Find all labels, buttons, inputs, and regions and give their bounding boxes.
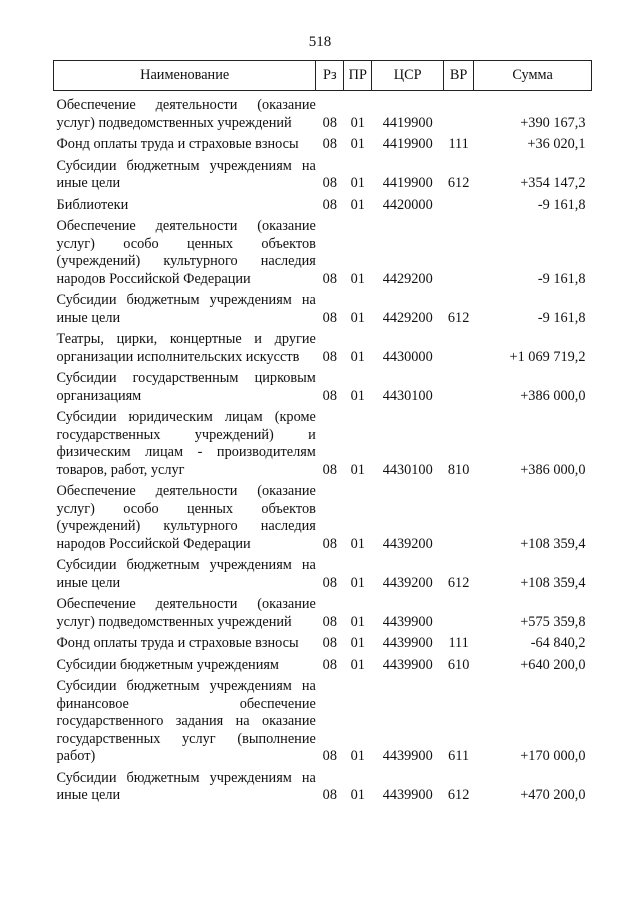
row-vr [444,331,474,370]
row-csr: 4439900 [382,656,433,673]
row-pr: 01 [350,787,365,803]
row-name: Фонд оплаты труда и страховые взносы [56,635,299,651]
page-number: 518 [308,34,332,50]
row-name: Обеспечение деятельности (оказание услуг) подведомственных учреждений [56,97,316,131]
row-vr: 610 [447,656,470,673]
header-pr: ПР [344,61,372,91]
row-csr: 4430000 [382,348,433,365]
header-vr: ВР [444,61,474,91]
row-csr: 4430100 [382,461,433,478]
row-name: Субсидии юридическим лицам (кроме государственных учреждений) и физическим лицам - производителям товаров, работ, услуг [56,409,316,478]
row-pr: 01 [350,136,365,152]
row-pr: 01 [350,196,365,213]
table-row [54,678,592,770]
row-rz: 08 [322,656,337,673]
row-vr [444,596,474,635]
header-rz: Рз [316,61,344,91]
row-rz: 08 [322,787,337,803]
table-row [54,158,592,197]
table-row [54,197,592,219]
row-sum: -64 840,2 [530,635,586,651]
row-pr: 01 [350,535,365,552]
row-csr: 4439900 [382,613,433,630]
row-sum: +108 359,4 [520,535,586,552]
row-sum: -9 161,8 [537,270,586,287]
row-rz: 08 [322,461,337,478]
row-rz: 08 [322,114,337,131]
row-pr: 01 [350,387,365,404]
row-rz: 08 [322,348,337,365]
row-name: Субсидии бюджетным учреждениям на иные цели [56,769,316,803]
row-rz: 08 [322,635,337,651]
row-csr: 4429200 [382,309,433,326]
table-row [54,557,592,596]
row-csr: 4429200 [382,270,433,287]
table-row [54,635,592,657]
row-name: Библиотеки [56,196,129,213]
header-csr: ЦСР [372,61,444,91]
row-pr: 01 [350,114,365,131]
row-vr [444,91,474,137]
row-vr [444,483,474,557]
row-sum: +386 000,0 [520,461,586,478]
table-row [54,657,592,679]
row-pr: 01 [350,270,365,287]
row-csr: 4439900 [382,787,433,803]
row-name: Субсидии государственным цирковым организациям [56,370,316,404]
row-sum: -9 161,8 [537,309,586,326]
table-row [54,483,592,557]
row-name: Субсидии бюджетным учреждениям на иные цели [56,292,316,326]
row-sum: +390 167,3 [520,114,586,131]
row-pr: 01 [350,748,365,764]
row-vr: 612 [447,787,470,803]
row-csr: 4420000 [382,196,433,213]
row-rz: 08 [322,387,337,404]
row-name: Субсидии бюджетным учреждениям на иные цели [56,557,316,591]
header-name: Наименование [54,61,316,91]
row-vr [444,218,474,292]
row-sum: +470 200,0 [520,787,586,803]
row-pr: 01 [350,175,365,191]
row-sum: -9 161,8 [537,196,586,213]
row-name: Субсидии бюджетным учреждениям на иные цели [56,157,316,191]
row-vr: 612 [447,309,470,326]
row-rz: 08 [322,748,337,764]
row-vr: 111 [448,635,469,651]
row-csr: 4439900 [382,748,433,764]
row-pr: 01 [350,635,365,651]
row-vr [444,197,474,219]
row-sum: +170 000,0 [520,748,586,764]
row-vr: 611 [448,748,470,764]
row-name: Обеспечение деятельности (оказание услуг) особо ценных объектов (учреждений) культурного наследия народов Российской Федерации [56,218,316,287]
row-vr: 810 [447,461,470,478]
table-row [54,91,592,137]
row-vr: 111 [448,136,469,152]
row-sum: +386 000,0 [520,387,586,404]
row-pr: 01 [350,613,365,630]
row-sum: +108 359,4 [520,574,586,591]
row-vr: 612 [447,574,470,591]
row-rz: 08 [322,535,337,552]
row-csr: 4419900 [382,114,433,131]
row-name: Обеспечение деятельности (оказание услуг) подведомственных учреждений [56,596,316,630]
row-sum: +640 200,0 [520,656,586,673]
row-vr: 612 [447,175,470,191]
row-pr: 01 [350,461,365,478]
row-pr: 01 [350,309,365,326]
row-csr: 4439200 [382,535,433,552]
table-row [54,292,592,331]
row-vr [444,370,474,409]
table-row [54,218,592,292]
table-row [54,136,592,158]
row-rz: 08 [322,309,337,326]
row-csr: 4430100 [382,387,433,404]
row-name: Субсидии бюджетным учреждениям на финансовое обеспечение государственного задания на оказание государственных услуг (выполнение работ) [56,678,316,764]
budget-table [53,60,592,809]
row-name: Субсидии бюджетным учреждениям [56,656,279,673]
row-csr: 4419900 [382,175,433,191]
table-header [54,61,592,91]
row-csr: 4419900 [382,136,433,152]
row-sum: +354 147,2 [520,175,586,191]
row-name: Театры, цирки, концертные и другие организации исполнительских искусств [56,331,316,365]
row-rz: 08 [322,613,337,630]
row-rz: 08 [322,175,337,191]
row-rz: 08 [322,196,337,213]
table-row [54,331,592,370]
header-sum: Сумма [474,61,592,91]
row-rz: 08 [322,270,337,287]
row-pr: 01 [350,574,365,591]
row-rz: 08 [322,574,337,591]
table-row [54,370,592,409]
row-sum: +1 069 719,2 [509,348,586,365]
row-sum: +36 020,1 [527,136,586,152]
table-body [54,91,592,809]
row-name: Обеспечение деятельности (оказание услуг) особо ценных объектов (учреждений) культурного наследия народов Российской Федерации [56,483,316,552]
row-csr: 4439900 [382,635,433,651]
row-pr: 01 [350,656,365,673]
table-row [54,409,592,483]
table-row [54,770,592,809]
row-name: Фонд оплаты труда и страховые взносы [56,136,299,152]
row-rz: 08 [322,136,337,152]
row-sum: +575 359,8 [520,613,586,630]
table-row [54,596,592,635]
row-csr: 4439200 [382,574,433,591]
row-pr: 01 [350,348,365,365]
